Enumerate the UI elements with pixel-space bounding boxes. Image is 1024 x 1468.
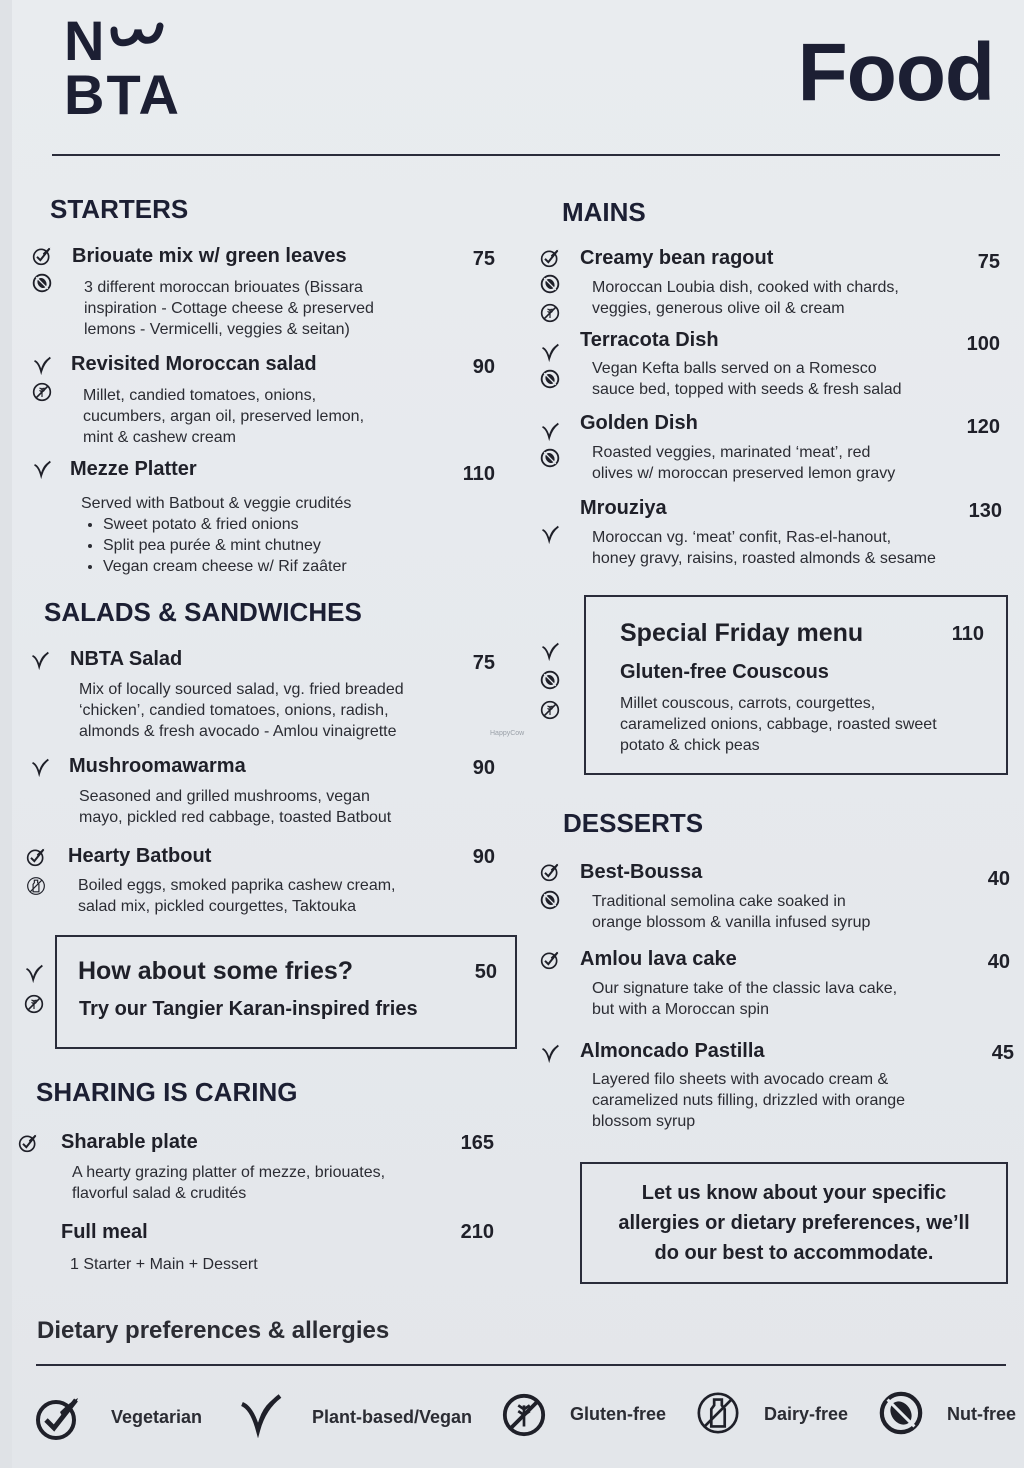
vegan-icon — [30, 650, 50, 670]
menu-item-description: 3 different moroccan briouates (Bissara inspiration - Cottage cheese & preserved lemons - Vermicelli, veggies & seitan) — [84, 279, 374, 338]
gluten-free-icon — [24, 994, 44, 1014]
header-divider — [52, 154, 1000, 156]
gluten-free-icon — [540, 700, 560, 720]
legend-label-gluten-free: Gluten-free — [570, 1404, 667, 1424]
vegetarian-icon — [18, 1133, 38, 1153]
special-price: 110 — [951, 623, 984, 645]
gluten-free-icon — [501, 1392, 547, 1438]
nut-free-icon — [540, 890, 560, 910]
menu-item-price: 90 — [472, 356, 495, 378]
menu-item-price: 100 — [966, 333, 1000, 355]
menu-item-description: Traditional semolina cake soaked in orange blossom & vanilla infused syrup — [592, 893, 871, 931]
menu-item-description: Layered filo sheets with avocado cream & caramelized nuts filling, drizzled with orange blossom syrup — [592, 1071, 906, 1130]
starters-heading: STARTERS — [50, 194, 189, 224]
menu-item-name: Mrouziya — [580, 497, 667, 519]
brand-line-2: BTA — [64, 63, 181, 126]
menu-item-price: 40 — [987, 868, 1010, 890]
vegan-icon — [540, 641, 560, 661]
menu-item-name: Mushroomawarma — [69, 755, 246, 777]
menu-item-description: Mix of locally sourced salad, vg. fried breaded ‘chicken’, candied tomatoes, onions, radish, almonds & fresh avocado - Amlou vinaigrette — [79, 681, 404, 740]
fries-price: 50 — [474, 961, 497, 983]
legend-heading: Dietary preferences & allergies — [37, 1317, 390, 1344]
dairy-free-icon — [695, 1390, 741, 1436]
vegan-icon — [540, 524, 560, 544]
vegetarian-icon — [34, 1394, 82, 1442]
menu-item-name: Almoncado Pastilla — [580, 1040, 765, 1062]
vegetarian-icon — [540, 248, 560, 268]
sharing-heading: SHARING IS CARING — [36, 1077, 298, 1107]
vegan-icon — [32, 355, 52, 375]
allergy-notice-box — [580, 1162, 1008, 1284]
menu-item-price: 40 — [987, 951, 1010, 973]
menu-item-description: A hearty grazing platter of mezze, briouates, flavorful salad & crudités — [72, 1164, 386, 1202]
vegetarian-icon — [26, 847, 46, 867]
allergy-notice-text: Let us know about your specific allergies or dietary preferences, we’ll do our best to accommodate. — [618, 1182, 970, 1264]
gluten-free-icon — [540, 303, 560, 323]
page-title: Food — [797, 27, 994, 118]
menu-item-name: Mezze Platter — [70, 458, 197, 480]
menu-item-price: 90 — [472, 846, 495, 868]
nut-free-icon — [878, 1390, 924, 1436]
legend-label-dairy-free: Dairy-free — [764, 1404, 849, 1424]
menu-item-description: Our signature take of the classic lava cake, but with a Moroccan spin — [592, 980, 898, 1018]
menu-item-price: 210 — [460, 1221, 494, 1243]
menu-item-name: Best-Boussa — [580, 861, 703, 883]
special-friday-box — [584, 595, 1008, 775]
legend-divider — [36, 1364, 1006, 1366]
menu-item-price: 165 — [460, 1132, 494, 1154]
vegetarian-icon — [540, 862, 560, 882]
dairy-free-icon — [26, 876, 46, 896]
menu-item-name: Creamy bean ragout — [580, 247, 774, 269]
nut-free-icon — [540, 274, 560, 294]
watermark: HappyCow — [490, 730, 525, 737]
menu-item-name: NBTA Salad — [70, 648, 183, 670]
nut-free-icon — [540, 369, 560, 389]
menu-item-description: Moroccan vg. ‘meat’ confit, Ras-el-hanout, honey gravy, raisins, roasted almonds & sesame — [592, 529, 936, 567]
desserts-heading: DESSERTS — [563, 808, 704, 838]
menu-item-name: Sharable plate — [61, 1131, 198, 1153]
brand-logo — [64, 9, 181, 126]
nut-free-icon — [540, 670, 560, 690]
menu-item-description: Millet, candied tomatoes, onions, cucumbers, argan oil, preserved lemon, mint & cashew cream — [83, 387, 365, 446]
fries-subtitle: Try our Tangier Karan-inspired fries — [79, 998, 418, 1020]
vegan-icon — [32, 459, 52, 479]
menu-item-description: Boiled eggs, smoked paprika cashew cream, salad mix, pickled courgettes, Taktouka — [78, 877, 396, 915]
nut-free-icon — [32, 273, 52, 293]
menu-item-description: Roasted veggies, marinated ‘meat’, red olives w/ moroccan preserved lemon gravy — [592, 444, 896, 482]
menu-item-price: 75 — [472, 248, 495, 270]
menu-item-price: 120 — [966, 416, 1000, 438]
mains-heading: MAINS — [562, 197, 646, 227]
special-title: Special Friday menu — [620, 619, 864, 647]
menu-item-price: 90 — [472, 757, 495, 779]
vegan-icon — [232, 1390, 288, 1438]
vegetarian-icon — [540, 950, 560, 970]
menu-item-name: Hearty Batbout — [68, 845, 212, 867]
menu-item-name: Golden Dish — [580, 412, 698, 434]
brand-line-1: N — [64, 9, 107, 72]
menu-item-name: Terracota Dish — [580, 329, 719, 351]
menu-item-description: Served with Batbout & veggie crudités • Sweet potato & fried onions • Split pea purée & mint chutney • Vegan cream cheese w/ Rif zaâter — [81, 493, 461, 577]
arabic-mark-icon — [110, 20, 170, 50]
gluten-free-icon — [32, 382, 52, 402]
vegan-icon — [540, 421, 560, 441]
menu-item-price: 45 — [991, 1042, 1014, 1064]
menu-item-description: Vegan Kefta balls served on a Romesco sauce bed, topped with seeds & fresh salad — [592, 360, 902, 398]
fries-box — [55, 935, 517, 1049]
menu-item-name: Amlou lava cake — [580, 948, 737, 970]
menu-item-description: Seasoned and grilled mushrooms, vegan mayo, pickled red cabbage, toasted Batbout — [79, 788, 392, 826]
menu-item-name: Briouate mix w/ green leaves — [72, 245, 347, 267]
fries-title: How about some fries? — [78, 957, 354, 985]
vegan-icon — [540, 1043, 560, 1063]
special-subtitle: Gluten-free Couscous — [620, 661, 829, 683]
menu-item-price: 130 — [968, 500, 1002, 522]
legend-label-nut-free: Nut-free — [947, 1404, 1017, 1424]
menu-page — [12, 0, 1024, 1468]
menu-item-description: 1 Starter + Main + Dessert — [70, 1256, 258, 1273]
menu-item-price: 110 — [462, 463, 495, 485]
legend-label-vegan: Plant-based/Vegan — [312, 1407, 473, 1427]
legend-label-vegetarian: Vegetarian — [111, 1407, 203, 1427]
special-description: Millet couscous, carrots, courgettes, caramelized onions, cabbage, roasted sweet potato & chick peas — [620, 695, 937, 754]
vegan-icon — [24, 963, 44, 983]
menu-item-name: Revisited Moroccan salad — [71, 353, 317, 375]
menu-item-description: Moroccan Loubia dish, cooked with chards, veggies, generous olive oil & cream — [592, 279, 899, 317]
menu-item-price: 75 — [977, 251, 1000, 273]
salads-heading: SALADS & SANDWICHES — [44, 597, 362, 627]
vegan-icon — [30, 757, 50, 777]
nut-free-icon — [540, 448, 560, 468]
vegan-icon — [540, 342, 560, 362]
vegetarian-icon — [32, 246, 52, 266]
menu-item-price: 75 — [472, 652, 495, 674]
menu-item-name: Full meal — [61, 1221, 148, 1243]
